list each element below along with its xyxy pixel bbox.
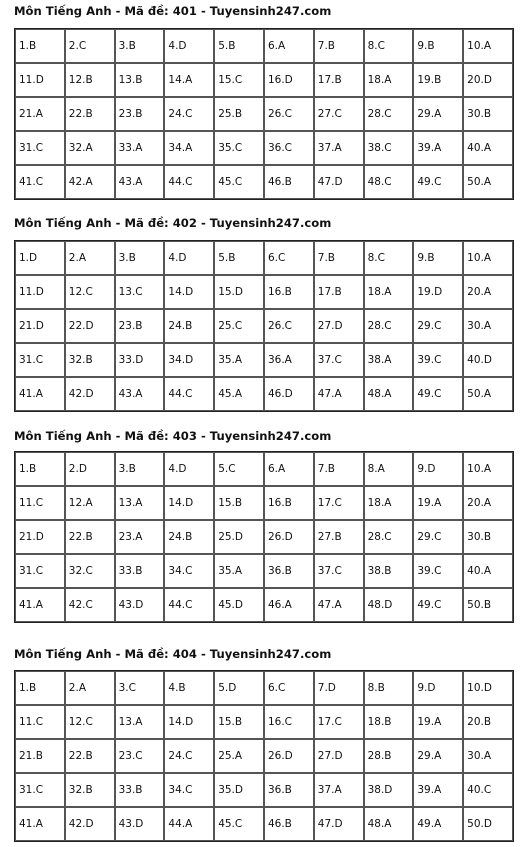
answer-cell: 32.B <box>65 343 115 377</box>
answer-cell: 23.C <box>115 739 165 773</box>
answer-cell: 45.C <box>214 165 264 199</box>
answer-cell: 4.D <box>164 452 214 486</box>
answer-cell: 38.D <box>364 773 414 807</box>
section-title: Môn Tiếng Anh - Mã đề: 404 - Tuyensinh247.com <box>14 647 332 661</box>
answer-cell: 31.C <box>15 343 65 377</box>
answer-cell: 5.B <box>214 241 264 275</box>
answer-cell: 47.D <box>314 807 364 841</box>
answer-cell: 34.D <box>164 343 214 377</box>
answer-cell: 50.A <box>463 165 513 199</box>
answer-cell: 45.C <box>214 807 264 841</box>
table-row <box>15 452 513 486</box>
answer-cell: 5.C <box>214 452 264 486</box>
answer-cell: 12.C <box>65 705 115 739</box>
answer-cell: 33.D <box>115 343 165 377</box>
answer-cell: 39.C <box>413 554 463 588</box>
answer-cell: 37.A <box>314 131 364 165</box>
answer-cell: 42.C <box>65 588 115 622</box>
answer-cell: 1.B <box>15 29 65 63</box>
answer-cell: 33.B <box>115 773 165 807</box>
answer-cell: 41.A <box>15 807 65 841</box>
answer-cell: 48.D <box>364 588 414 622</box>
answer-cell: 33.A <box>115 131 165 165</box>
answer-cell: 15.C <box>214 63 264 97</box>
answer-table <box>14 240 514 412</box>
answer-cell: 17.C <box>314 705 364 739</box>
table-row <box>15 131 513 165</box>
answer-cell: 49.A <box>413 807 463 841</box>
answer-table <box>14 28 514 200</box>
answer-cell: 43.A <box>115 377 165 411</box>
answer-cell: 41.A <box>15 588 65 622</box>
answer-cell: 26.D <box>264 739 314 773</box>
table-row <box>15 554 513 588</box>
table-row <box>15 275 513 309</box>
answer-cell: 3.B <box>115 29 165 63</box>
answer-cell: 28.C <box>364 309 414 343</box>
answer-cell: 48.C <box>364 165 414 199</box>
answer-cell: 18.A <box>364 486 414 520</box>
answer-cell: 1.B <box>15 671 65 705</box>
answer-cell: 2.A <box>65 671 115 705</box>
answer-cell: 22.B <box>65 739 115 773</box>
answer-cell: 47.A <box>314 588 364 622</box>
answer-cell: 14.D <box>164 486 214 520</box>
answer-cell: 1.D <box>15 241 65 275</box>
answer-cell: 1.B <box>15 452 65 486</box>
table-row <box>15 63 513 97</box>
answer-cell: 27.D <box>314 309 364 343</box>
answer-cell: 49.C <box>413 588 463 622</box>
answer-cell: 11.D <box>15 63 65 97</box>
answer-cell: 45.A <box>214 377 264 411</box>
answer-cell: 16.B <box>264 275 314 309</box>
answer-cell: 23.A <box>115 520 165 554</box>
answer-cell: 12.B <box>65 63 115 97</box>
answer-cell: 19.D <box>413 275 463 309</box>
answer-cell: 16.D <box>264 63 314 97</box>
answer-cell: 21.A <box>15 97 65 131</box>
answer-cell: 14.D <box>164 705 214 739</box>
answer-cell: 34.A <box>164 131 214 165</box>
answer-cell: 46.B <box>264 807 314 841</box>
answer-cell: 50.B <box>463 588 513 622</box>
answer-cell: 43.D <box>115 588 165 622</box>
answer-cell: 43.A <box>115 165 165 199</box>
answer-cell: 35.A <box>214 554 264 588</box>
section-title: Môn Tiếng Anh - Mã đề: 401 - Tuyensinh247.com <box>14 4 332 18</box>
answer-cell: 24.C <box>164 97 214 131</box>
answer-cell: 25.C <box>214 309 264 343</box>
answer-cell: 15.B <box>214 705 264 739</box>
answer-cell: 11.D <box>15 275 65 309</box>
answer-cell: 12.A <box>65 486 115 520</box>
answer-cell: 39.A <box>413 131 463 165</box>
answer-cell: 48.A <box>364 807 414 841</box>
answer-cell: 9.B <box>413 241 463 275</box>
answer-cell: 3.B <box>115 241 165 275</box>
answer-cell: 19.B <box>413 63 463 97</box>
answer-cell: 3.C <box>115 671 165 705</box>
answer-cell: 7.B <box>314 241 364 275</box>
answer-cell: 20.A <box>463 486 513 520</box>
answer-cell: 29.A <box>413 739 463 773</box>
answer-cell: 8.B <box>364 671 414 705</box>
answer-cell: 26.C <box>264 309 314 343</box>
answer-cell: 10.A <box>463 241 513 275</box>
answer-cell: 35.A <box>214 343 264 377</box>
answer-cell: 17.B <box>314 275 364 309</box>
answer-cell: 29.C <box>413 520 463 554</box>
answer-cell: 40.A <box>463 554 513 588</box>
table-row <box>15 588 513 622</box>
answer-cell: 36.A <box>264 343 314 377</box>
answer-cell: 26.D <box>264 520 314 554</box>
answer-cell: 7.B <box>314 452 364 486</box>
answer-cell: 21.B <box>15 739 65 773</box>
answer-cell: 14.A <box>164 63 214 97</box>
answer-cell: 46.B <box>264 165 314 199</box>
answer-cell: 15.B <box>214 486 264 520</box>
answer-cell: 22.B <box>65 520 115 554</box>
answer-cell: 9.B <box>413 29 463 63</box>
answer-cell: 9.D <box>413 452 463 486</box>
answer-cell: 5.D <box>214 671 264 705</box>
answer-cell: 11.C <box>15 486 65 520</box>
answer-cell: 25.D <box>214 520 264 554</box>
table-row <box>15 807 513 841</box>
answer-cell: 44.A <box>164 807 214 841</box>
answer-cell: 4.D <box>164 29 214 63</box>
answer-cell: 10.A <box>463 452 513 486</box>
answer-cell: 10.D <box>463 671 513 705</box>
answer-cell: 37.C <box>314 343 364 377</box>
answer-cell: 12.C <box>65 275 115 309</box>
answer-cell: 7.D <box>314 671 364 705</box>
answer-cell: 49.C <box>413 377 463 411</box>
answer-cell: 50.A <box>463 377 513 411</box>
answer-cell: 25.B <box>214 97 264 131</box>
answer-cell: 22.D <box>65 309 115 343</box>
answer-cell: 2.D <box>65 452 115 486</box>
answer-cell: 30.B <box>463 520 513 554</box>
answer-cell: 31.C <box>15 554 65 588</box>
table-row <box>15 705 513 739</box>
answer-cell: 32.B <box>65 773 115 807</box>
table-row <box>15 309 513 343</box>
answer-cell: 22.B <box>65 97 115 131</box>
table-row <box>15 671 513 705</box>
answer-cell: 43.D <box>115 807 165 841</box>
answer-cell: 37.A <box>314 773 364 807</box>
answer-cell: 18.A <box>364 275 414 309</box>
answer-cell: 13.A <box>115 705 165 739</box>
answer-cell: 30.A <box>463 739 513 773</box>
answer-cell: 48.A <box>364 377 414 411</box>
answer-cell: 39.A <box>413 773 463 807</box>
answer-cell: 33.B <box>115 554 165 588</box>
answer-cell: 6.A <box>264 29 314 63</box>
answer-cell: 7.B <box>314 29 364 63</box>
table-row <box>15 241 513 275</box>
answer-cell: 2.C <box>65 29 115 63</box>
table-row <box>15 486 513 520</box>
answer-cell: 21.D <box>15 520 65 554</box>
answer-cell: 40.A <box>463 131 513 165</box>
answer-cell: 8.C <box>364 29 414 63</box>
answer-cell: 41.C <box>15 165 65 199</box>
answer-cell: 6.C <box>264 241 314 275</box>
answer-cell: 27.D <box>314 739 364 773</box>
answer-cell: 28.C <box>364 97 414 131</box>
answer-cell: 46.A <box>264 588 314 622</box>
answer-cell: 14.D <box>164 275 214 309</box>
answer-cell: 35.D <box>214 773 264 807</box>
answer-cell: 34.C <box>164 773 214 807</box>
answer-cell: 40.D <box>463 343 513 377</box>
answer-cell: 10.A <box>463 29 513 63</box>
answer-cell: 29.C <box>413 309 463 343</box>
answer-cell: 8.A <box>364 452 414 486</box>
answer-cell: 8.C <box>364 241 414 275</box>
answer-cell: 42.D <box>65 377 115 411</box>
table-row <box>15 773 513 807</box>
answer-cell: 32.C <box>65 554 115 588</box>
answer-cell: 20.A <box>463 275 513 309</box>
answer-cell: 26.C <box>264 97 314 131</box>
answer-cell: 49.C <box>413 165 463 199</box>
answer-cell: 13.A <box>115 486 165 520</box>
answer-cell: 23.B <box>115 97 165 131</box>
answer-cell: 32.A <box>65 131 115 165</box>
table-row <box>15 97 513 131</box>
answer-cell: 19.A <box>413 705 463 739</box>
answer-cell: 30.A <box>463 309 513 343</box>
answer-cell: 41.A <box>15 377 65 411</box>
answer-cell: 5.B <box>214 29 264 63</box>
answer-cell: 39.C <box>413 343 463 377</box>
answer-cell: 13.B <box>115 63 165 97</box>
answer-cell: 47.A <box>314 377 364 411</box>
answer-cell: 24.C <box>164 739 214 773</box>
answer-cell: 36.B <box>264 773 314 807</box>
answer-cell: 45.D <box>214 588 264 622</box>
answer-cell: 50.D <box>463 807 513 841</box>
answer-table <box>14 670 514 842</box>
table-row <box>15 165 513 199</box>
table-row <box>15 343 513 377</box>
table-row <box>15 377 513 411</box>
answer-cell: 30.B <box>463 97 513 131</box>
answer-cell: 27.C <box>314 97 364 131</box>
answer-cell: 6.A <box>264 452 314 486</box>
answer-cell: 31.C <box>15 773 65 807</box>
answer-cell: 38.C <box>364 131 414 165</box>
answer-cell: 2.A <box>65 241 115 275</box>
answer-cell: 29.A <box>413 97 463 131</box>
answer-cell: 36.B <box>264 554 314 588</box>
answer-cell: 21.D <box>15 309 65 343</box>
answer-table <box>14 451 514 623</box>
table-row <box>15 29 513 63</box>
answer-cell: 4.B <box>164 671 214 705</box>
section-title: Môn Tiếng Anh - Mã đề: 403 - Tuyensinh247.com <box>14 429 332 443</box>
answer-cell: 19.A <box>413 486 463 520</box>
answer-cell: 34.C <box>164 554 214 588</box>
answer-cell: 42.D <box>65 807 115 841</box>
answer-cell: 24.B <box>164 309 214 343</box>
answer-cell: 47.D <box>314 165 364 199</box>
answer-cell: 27.B <box>314 520 364 554</box>
section-title: Môn Tiếng Anh - Mã đề: 402 - Tuyensinh247.com <box>14 216 332 230</box>
answer-cell: 42.A <box>65 165 115 199</box>
answer-cell: 20.D <box>463 63 513 97</box>
answer-cell: 25.A <box>214 739 264 773</box>
answer-cell: 40.C <box>463 773 513 807</box>
table-row <box>15 520 513 554</box>
answer-cell: 46.D <box>264 377 314 411</box>
answer-cell: 38.B <box>364 554 414 588</box>
answer-cell: 3.B <box>115 452 165 486</box>
answer-cell: 23.B <box>115 309 165 343</box>
answer-cell: 4.D <box>164 241 214 275</box>
answer-cell: 20.B <box>463 705 513 739</box>
answer-cell: 28.B <box>364 739 414 773</box>
answer-cell: 28.C <box>364 520 414 554</box>
answer-cell: 11.C <box>15 705 65 739</box>
answer-cell: 44.C <box>164 377 214 411</box>
answer-cell: 16.B <box>264 486 314 520</box>
answer-cell: 44.C <box>164 588 214 622</box>
answer-cell: 38.A <box>364 343 414 377</box>
answer-cell: 31.C <box>15 131 65 165</box>
answer-cell: 17.B <box>314 63 364 97</box>
answer-cell: 18.B <box>364 705 414 739</box>
answer-cell: 13.C <box>115 275 165 309</box>
answer-cell: 16.C <box>264 705 314 739</box>
answer-cell: 36.C <box>264 131 314 165</box>
table-row <box>15 739 513 773</box>
answer-cell: 15.D <box>214 275 264 309</box>
answer-cell: 6.C <box>264 671 314 705</box>
answer-cell: 44.C <box>164 165 214 199</box>
answer-cell: 24.B <box>164 520 214 554</box>
answer-cell: 17.C <box>314 486 364 520</box>
answer-cell: 37.C <box>314 554 364 588</box>
answer-cell: 35.C <box>214 131 264 165</box>
answer-cell: 18.A <box>364 63 414 97</box>
answer-cell: 9.D <box>413 671 463 705</box>
